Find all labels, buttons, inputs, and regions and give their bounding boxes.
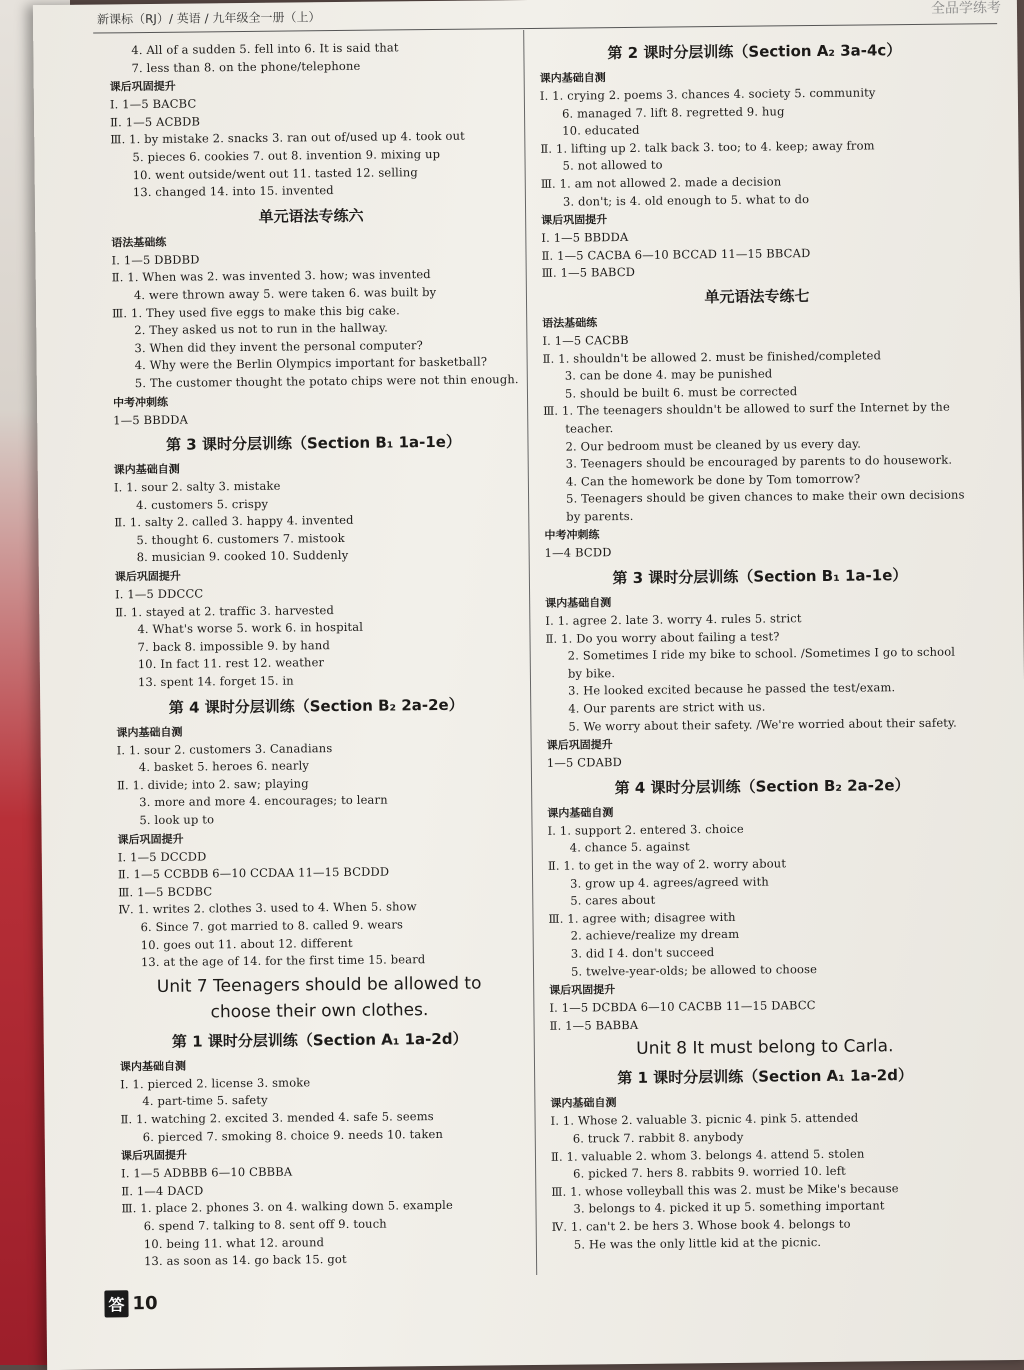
answer-line: 7. less than 8. on the phone/telephone [131,58,361,75]
section-label: 课后巩固提升 [541,213,608,228]
answer-line: Ⅲ. 1. agree with; disagree with [548,909,736,926]
section-label: 中考冲刺练 [112,395,169,409]
answer-line: 5. pieces 6. cookies 7. out 8. invention 9. mixing up [132,146,441,165]
section-label: 语法基础练 [542,316,598,330]
answer-badge: 答 [104,1290,128,1317]
answer-line: 10. being 11. what 12. around [143,1234,325,1251]
answer-line: Ⅱ. 1. divide; into 2. saw; playing [116,776,309,793]
answer-line: Ⅱ. 1—5 CCBDB 6—10 CCDAA 11—15 BCDDD [117,864,390,882]
answer-line: 4. customers 5. crispy [136,496,269,512]
answer-line: Ⅰ. 1. Whose 2. valuable 3. picnic 4. pink 5. attended [550,1110,859,1129]
answer-line: Ⅱ. 1—4 DACD [121,1183,204,1199]
answer-line: 6. spend 7. talking to 8. sent off 9. touch [143,1216,387,1234]
answer-line: 2. achieve/realize my dream [570,927,740,943]
answer-line: 5. He was the only little kid at the picnic. [573,1234,822,1252]
answer-line: by parents. [566,508,634,524]
answer-line: 4. chance 5. against [569,839,690,856]
answer-line: Ⅰ. 1—5 DDCCC [114,586,204,602]
section-label: 课内基础自测 [539,71,606,85]
answer-line: 3. grow up 4. agrees/agreed with [570,874,769,891]
answer-line: 5. thought 6. customers 7. mistook [136,530,345,548]
answer-line: 4. Can the homework be done by Tom tomorrow? [565,471,861,489]
section-label: 课后巩固提升 [114,569,181,584]
answer-line: Ⅳ. 1. writes 2. clothes 3. used to 4. When 5. show [118,899,417,917]
answer-line: Ⅰ. 1. sour 2. customers 3. Canadians [116,740,333,757]
answer-line: 5. should be built 6. must be corrected [564,383,798,401]
answer-line: Ⅰ. 1. pierced 2. license 3. smoke [120,1075,311,1092]
answer-line: Ⅰ. 1—5 DBDBD [111,252,200,268]
answer-line: Ⅰ. 1—5 ADBBB 6—10 CBBBA [121,1164,293,1181]
answer-line: 4. What's worse 5. work 6. in hospital [137,620,364,637]
section-heading: 第 4 课时分层训练（Section B₂ 2a-2e） [614,775,910,797]
section-heading: 第 1 课时分层训练（Section A₁ 1a-2d） [617,1066,914,1088]
unit-title: Unit 7 Teenagers should be allowed to [156,973,482,997]
page-number: 10 [132,1292,158,1315]
answer-line: 4. Why were the Berlin Olympics important for basketball? [134,354,488,373]
answer-line: 3. more and more 4. encourages; to learn [139,792,388,810]
answer-line: 13. as soon as 14. go back 15. got [143,1252,347,1269]
answer-line: 6. truck 7. rabbit 8. anybody [572,1129,744,1146]
answer-line: 1—5 BBDDA [113,412,189,427]
answer-line: 10. educated [562,123,640,138]
answer-line: Ⅲ. 1. am not allowed 2. made a decision [540,174,782,191]
answer-line: Ⅰ. 1. crying 2. poems 3. chances 4. society 5. community [539,85,876,103]
answer-line: 6. managed 7. lift 8. regretted 9. hug [561,103,785,121]
page-footer [104,1290,157,1318]
answer-line: 1—5 CDABD [546,755,623,771]
answer-line: Ⅲ. 1. place 2. phones 3. on 4. walking down 5. example [121,1198,453,1216]
answer-line: 5. twelve-year-olds; be allowed to choose [570,961,818,979]
answer-line: 2. Our bedroom must be cleaned by us every day. [565,436,862,454]
section-label: 课内基础自测 [116,725,183,739]
answer-line: 3. did I 4. don't succeed [570,945,715,961]
answer-line: Ⅱ. 1. shouldn't be allowed 2. must be finished/completed [542,347,882,366]
unit-title: choose their own clothes. [210,999,429,1023]
answer-line: 2. They asked us not to run in the hallway. [134,320,388,338]
answer-line: 4. were thrown away 5. were taken 6. was built by [133,284,437,303]
answer-line: 5. We worry about their safety. /We're worried about their safety. [568,715,958,734]
section-label: 课后巩固提升 [546,738,613,753]
section-label: 课后巩固提升 [120,1148,187,1163]
section-label: 课后巩固提升 [117,832,184,846]
section-heading: 第 4 课时分层训练（Section B₂ 2a-2e） [168,695,464,717]
section-heading: 第 1 课时分层训练（Section A₁ 1a-2d） [171,1029,468,1051]
section-label: 语法基础练 [111,235,167,250]
left-column [109,38,522,1271]
answer-line: Ⅱ. 1—5 ACBDB [110,114,201,130]
answer-line: Ⅰ. 1. sour 2. salty 3. mistake [113,478,281,495]
answer-line: Ⅱ. 1—5 BABBA [549,1017,639,1033]
section-heading: 第 3 课时分层训练（Section B₁ 1a-1e） [165,432,462,454]
answer-line: 8. musician 9. cooked 10. Suddenly [136,548,349,565]
answer-line: Ⅱ. 1. to get in the way of 2. worry about [547,856,787,873]
answer-line: 5. look up to [139,812,215,828]
answer-line: Ⅲ. 1. They used five eggs to make this big cake. [112,302,400,320]
answer-line: Ⅲ. 1—5 BCDBC [118,884,213,900]
section-label: 中考冲刺练 [544,528,600,543]
answer-line: Ⅰ. 1. agree 2. late 3. worry 4. rules 5. strict [545,611,802,628]
answer-line: by bike. [567,665,616,681]
column-divider [523,30,537,1275]
page-header: 新课标（RJ）/ 英语 / 九年级全一册（上） [96,10,321,27]
answer-line: Ⅱ. 1. stayed at 2. traffic 3. harvested [115,602,335,620]
answer-line: Ⅱ. 1—5 CACBA 6—10 BCCAD 11—15 BBCAD [541,245,811,263]
answer-line: 3. He looked excited because he passed the test/exam. [568,680,896,699]
answer-line: 3. When did they invent the personal computer? [134,337,423,355]
answer-line: 5. Teenagers should be given chances to make their own decisions [566,487,965,506]
answer-line: Ⅲ. 1—5 BABCD [541,265,636,281]
answer-line: Ⅲ. 1. whose volleyball this was 2. must be Mike's because [551,1180,899,1199]
answer-line: teacher. [565,421,614,436]
section-label: 课内基础自测 [119,1059,187,1074]
answer-line: Ⅰ. 1—5 CACBB [542,332,629,348]
section-heading: 单元语法专练七 [704,287,810,307]
right-column [539,33,982,1254]
answer-line: Ⅱ. 1. salty 2. called 3. happy 4. invented [114,513,354,530]
section-label: 课后巩固提升 [109,79,176,94]
unit-title: Unit 8 It must belong to Carla. [636,1036,894,1060]
answer-line: 3. can be done 4. may be punished [564,366,773,383]
answer-line: Ⅰ. 1. support 2. entered 3. choice [547,821,744,838]
answer-line: 1—4 BCDD [544,545,612,561]
answer-line: 13. changed 14. into 15. invented [132,183,334,200]
section-label: 课内基础自测 [113,462,180,477]
answer-line: 3. don't; is 4. old enough to 5. what to do [562,191,810,209]
answer-line: 5. cares about [570,892,656,908]
answer-line: 6. picked 7. hers 8. rabbits 9. worried 10. left [573,1163,846,1181]
answer-line: 5. not allowed to [562,157,663,174]
answer-line: 10. In fact 11. rest 12. weather [137,655,325,672]
answer-line: 6. Since 7. got married to 8. called 9. wears [140,917,404,935]
answer-line: Ⅱ. 1. Do you worry about failing a test? [545,629,780,646]
section-label: 课内基础自测 [547,805,614,820]
answer-line: 13. spent 14. forget 15. in [137,673,294,690]
answer-line: 4. Our parents are strict with us. [568,699,766,716]
section-heading: 第 3 课时分层训练（Section B₁ 1a-1e） [612,566,908,588]
answer-line: Ⅱ. 1. lifting up 2. talk back 3. too; to 4. keep; away from [540,138,875,156]
answer-line: 3. Teenagers should be encouraged by parents to do housework. [565,452,953,471]
section-label: 课内基础自测 [550,1096,617,1111]
answer-line: Ⅲ. 1. by mistake 2. snacks 3. ran out of/used up 4. took out [110,129,465,147]
answer-line: Ⅱ. 1. When was 2. was invented 3. how; was invented [111,267,431,285]
answer-line: 3. belongs to 4. picked it up 5. something important [573,1198,885,1216]
section-label: 课内基础自测 [545,596,612,610]
section-heading: 单元语法专练六 [258,206,364,226]
section-label: 课后巩固提升 [549,983,616,997]
answer-line: 6. pierced 7. smoking 8. choice 9. needs 10. taken [142,1126,444,1144]
answer-line: Ⅳ. 1. can't 2. be hers 3. Whose book 4. belongs to [551,1216,851,1234]
answer-line: 5. The customer thought the potato chips were not thin enough. [134,372,519,391]
answer-line: Ⅰ. 1—5 DCCDD [117,849,207,864]
answer-line: Ⅰ. 1—5 BACBC [109,96,197,112]
answer-line: Ⅱ. 1. watching 2. excited 3. mended 4. safe 5. seems [120,1108,434,1127]
answer-line: 10. goes out 11. about 12. different [140,935,353,952]
answer-line: Ⅰ. 1—5 BBDDA [541,230,629,246]
answer-sheet [33,0,1024,1370]
answer-line: 4. part-time 5. safety [142,1093,268,1109]
answer-line: 4. All of a sudden 5. fell into 6. It is said that [131,40,399,58]
answer-line: 4. basket 5. heroes 6. nearly [138,758,310,775]
answer-line: 10. went outside/went out 11. tasted 12. selling [132,164,418,182]
answer-line: 2. Sometimes I ride my bike to school. /Sometimes I go to school [567,644,956,663]
section-heading: 第 2 课时分层训练（Section A₂ 3a-4c） [607,41,902,63]
answer-line: Ⅰ. 1—5 DCBDA 6—10 CACBB 11—15 DABCC [549,998,816,1015]
answer-line: 7. back 8. impossible 9. by hand [137,637,331,654]
answer-line: Ⅲ. 1. The teenagers shouldn't be allowed to surf the Internet by the [543,399,950,419]
series-logo: 全品学练考 [930,0,1002,17]
answer-line: 13. at the age of 14. for the first time 15. beard [140,952,426,970]
answer-line: Ⅱ. 1. valuable 2. whom 3. belongs 4. attend 5. stolen [550,1146,865,1164]
